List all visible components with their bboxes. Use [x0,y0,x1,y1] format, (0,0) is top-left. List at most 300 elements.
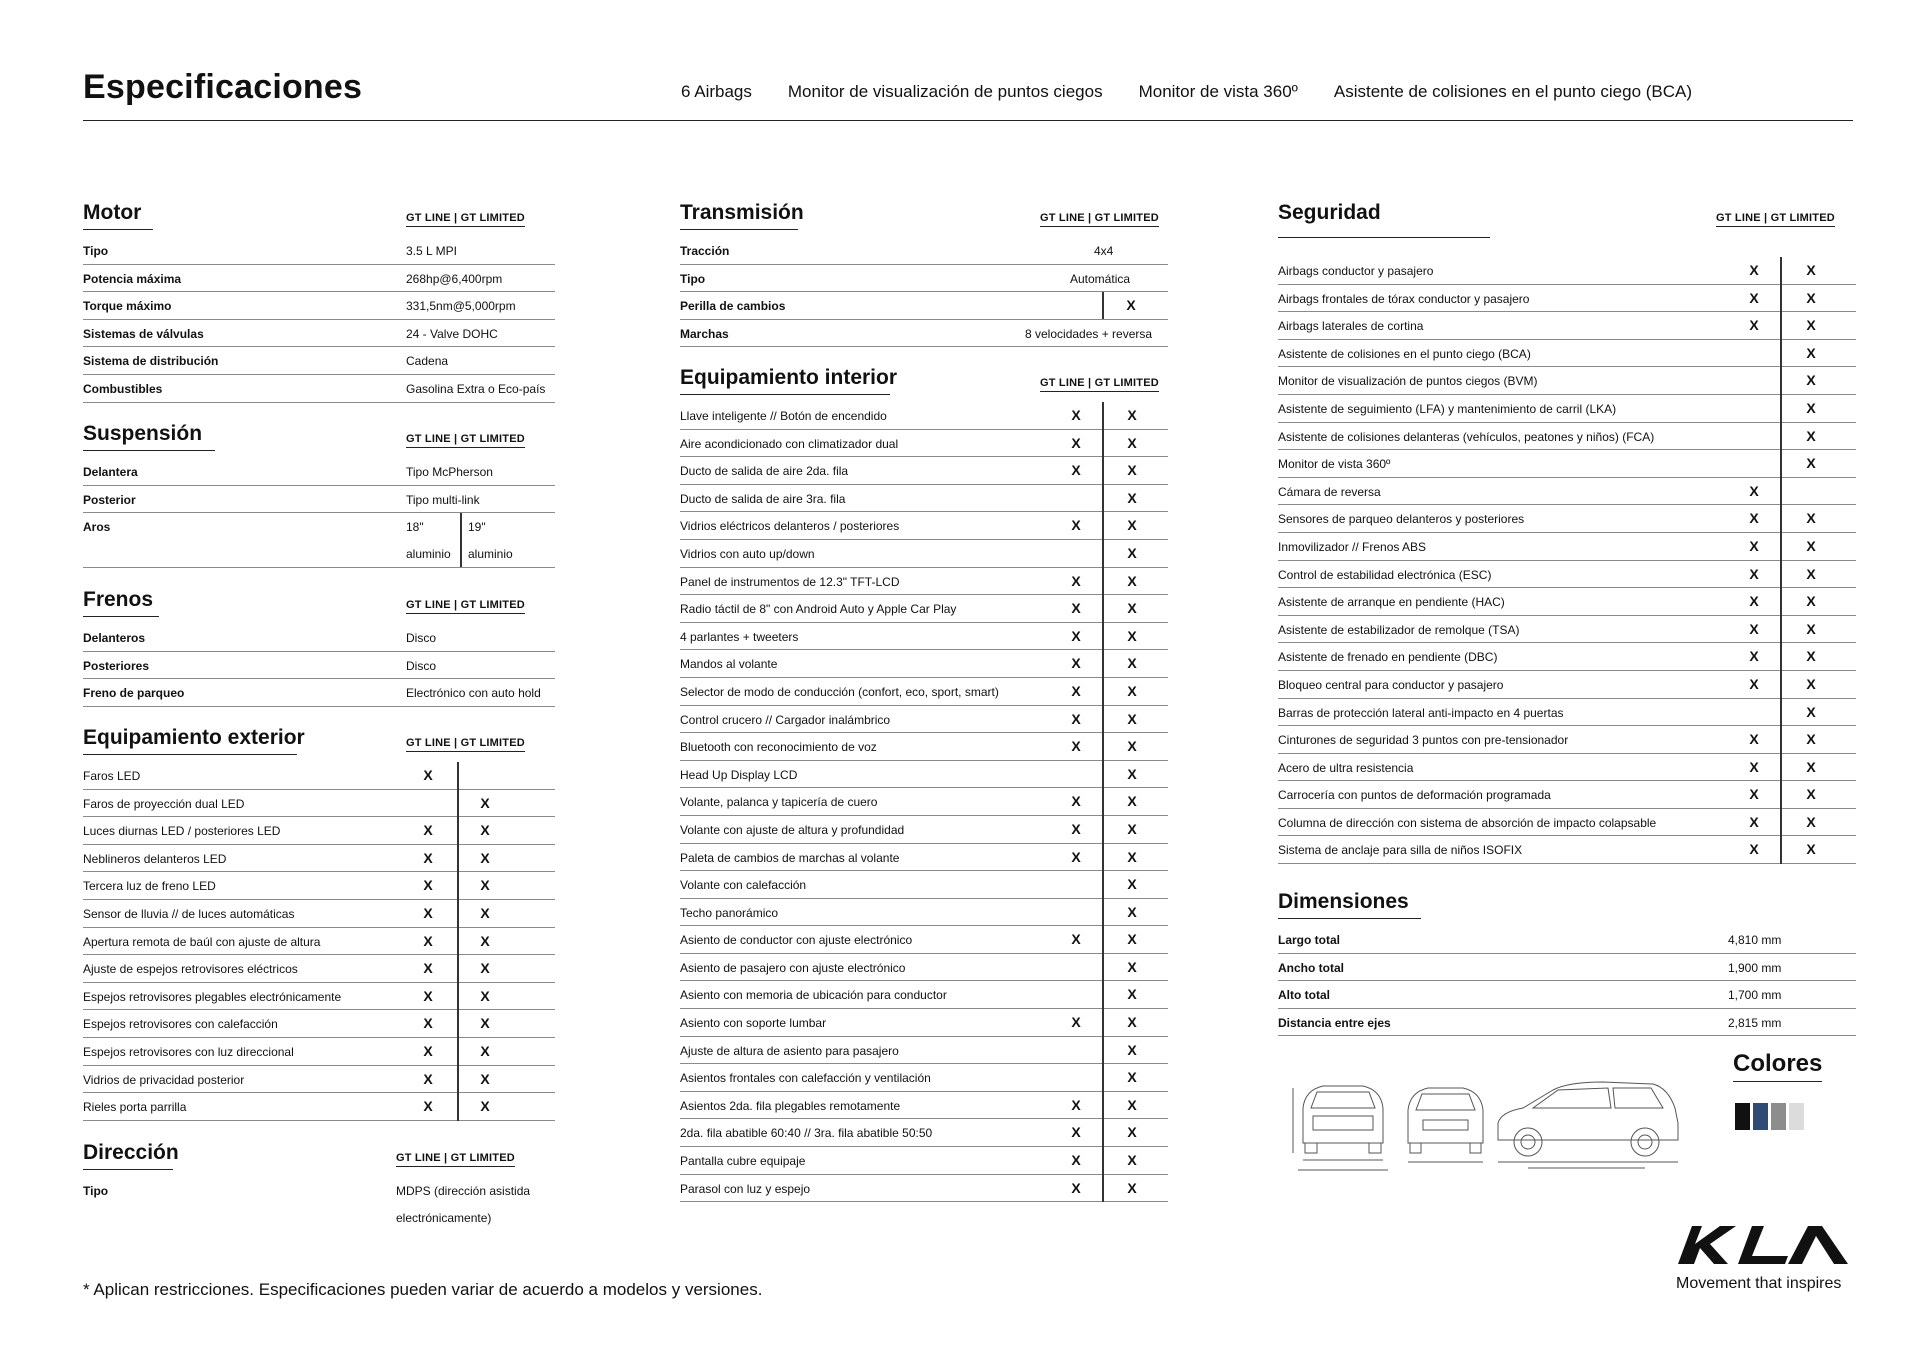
row-value: 24 - Valve DOHC [406,326,498,341]
table-row [83,624,555,652]
table-row [83,486,555,514]
check-mark-gt-line: X [1749,482,1759,499]
check-mark-gt-limited: X [1127,407,1137,423]
dimensiones-section [1278,890,1856,1036]
table-row [1278,533,1856,561]
check-mark-gt-line: X [1071,655,1081,672]
check-mark-gt-line: X [1071,1096,1081,1113]
table-row [83,1066,555,1094]
check-mark-gt-limited: X [480,932,490,949]
table-row [1278,726,1856,754]
check-mark-gt-limited: X [1806,731,1816,748]
table-row [83,817,555,845]
check-mark-gt-limited: X [1127,1014,1137,1031]
row-label: Vidrios de privacidad posterior [83,1072,245,1087]
table-row [680,733,1168,761]
table-row [83,955,555,983]
footnote: * Aplican restricciones. Especificaciones pueden variar de acuerdo a modelos y versiones. [83,1280,763,1299]
row-label: Rieles porta parrilla [83,1100,187,1115]
check-mark-gt-line: X [1071,572,1081,589]
aros-gt-line: 18" [406,520,424,535]
table-row [680,512,1168,540]
page-title: Especificaciones [83,68,363,106]
check-mark-gt-limited: X [1806,620,1816,637]
row-label: Barras de protección lateral anti-impacto en 4 puertas [1278,705,1564,720]
row-label: Asiento de pasajero con ajuste electrónico [680,960,906,975]
row-label: Techo panorámico [680,905,779,920]
check-mark-gt-limited: X [480,849,490,866]
check-mark-gt-limited: X [1127,572,1137,589]
row-label: Parasol con luz y espejo [680,1181,811,1196]
suspension-rows [83,458,555,513]
table-row [680,788,1168,816]
color-swatch[interactable] [1789,1103,1804,1130]
check-mark-gt-limited: X [1127,876,1137,893]
row-value: 331,5nm@5,000rpm [406,299,516,314]
table-row [1278,954,1856,982]
row-label: Carrocería con puntos de deformación programada [1278,788,1551,803]
row-label: Airbags conductor y pasajero [1278,264,1434,278]
table-row [680,954,1168,982]
row-value: 2,815 mm [1728,1015,1782,1030]
check-mark-gt-limited: X [1806,317,1816,334]
section-title: Equipamiento interior [680,366,890,395]
row-label: Sistemas de válvulas [83,326,204,341]
row-label: Bluetooth con reconocimiento de voz [680,740,877,755]
highlight-item: Asistente de colisiones en el punto ciego (BCA) [1333,82,1693,101]
row-label: Volante con ajuste de altura y profundidad [680,822,905,837]
row-label: Asiento con memoria de ubicación para conductor [680,988,947,1003]
check-mark-gt-limited: X [1127,1152,1137,1169]
check-mark-gt-limited: X [1127,986,1137,1003]
row-label: Alto total [1278,988,1330,1003]
table-row [680,292,1168,320]
check-mark-gt-limited: X [1806,703,1816,720]
row-label: Espejos retrovisores con calefacción [83,1017,278,1032]
check-mark-gt-limited: X [1127,931,1137,948]
front-view-drawing [1293,1086,1388,1170]
check-mark-gt-limited: X [1127,462,1137,479]
row-label: Radio táctil de 8" con Android Auto y Apple Car Play [680,602,957,617]
row-label: Selector de modo de conducción (confort, eco, sport, smart) [680,684,999,699]
row-value: 4x4 [1094,244,1114,258]
table-row [680,1147,1168,1175]
table-row [83,983,555,1011]
row-label: Posteriores [83,658,150,673]
row-label: Aire acondicionado con climatizador dual [680,436,899,451]
table-row [1278,754,1856,782]
table-row [680,265,1168,293]
row-value: Tipo multi-link [406,492,480,507]
check-mark-gt-limited: X [1806,455,1816,472]
check-mark-gt-limited: X [1127,434,1137,451]
check-mark-gt-limited: X [480,877,490,894]
table-row [680,844,1168,872]
check-mark-gt-limited: X [1806,786,1816,803]
check-mark-gt-line: X [423,1070,433,1087]
row-label: Monitor de visualización de puntos ciegos (BVM) [1278,374,1538,389]
row-label: Luces diurnas LED / posteriores LED [83,824,281,839]
table-row [680,871,1168,899]
section-title: Seguridad [1278,201,1490,238]
check-mark-gt-line: X [1071,738,1081,755]
check-mark-gt-line: X [1071,407,1081,423]
check-mark-gt-line: X [1071,793,1081,810]
row-value: 4,810 mm [1728,933,1782,947]
check-mark-gt-limited: X [1806,648,1816,665]
check-mark-gt-limited: X [1806,510,1816,527]
section-title: Transmisión [680,201,798,230]
row-label: 2da. fila abatible 60:40 // 3ra. fila abatible 50:50 [680,1126,933,1141]
row-label: Posterior [83,492,136,507]
aros-gt-limited-material: aluminio [468,547,513,562]
table-row [680,485,1168,513]
seguridad-rows [1278,257,1856,864]
row-value: Tipo McPherson [406,465,493,479]
row-label: Columna de dirección con sistema de absorción de impacto colapsable [1278,815,1657,830]
color-swatch[interactable] [1753,1103,1768,1130]
check-mark-gt-limited: X [1806,262,1816,278]
row-value: 3.5 L MPI [406,244,457,258]
check-mark-gt-limited: X [1127,655,1137,672]
table-row [1278,561,1856,589]
check-mark-gt-limited: X [1127,517,1137,534]
row-label: Inmovilizador // Frenos ABS [1278,539,1427,554]
table-row [83,347,555,375]
check-mark-gt-limited: X [1127,710,1137,727]
version-header: GT LINE | GT LIMITED [1040,212,1159,227]
row-label: Tipo [83,244,109,258]
check-mark-gt-line: X [423,1015,433,1032]
row-label: Perilla de cambios [680,299,786,314]
check-mark-gt-line: X [1071,682,1081,699]
table-row [680,761,1168,789]
check-mark-gt-line: X [1749,565,1759,582]
table-row [83,375,555,403]
kia-logo-icon [1676,1222,1851,1266]
table-row [680,678,1168,706]
row-label: Asistente de colisiones en el punto ciego (BCA) [1278,346,1531,361]
check-mark-gt-line: X [1071,1014,1081,1031]
row-label: Freno de parqueo [83,686,185,701]
row-label: Cinturones de seguridad 3 puntos con pre-tensionador [1278,733,1569,748]
row-label: Bloqueo central para conductor y pasajero [1278,677,1504,692]
row-label: Faros LED [83,769,141,783]
table-row [680,1064,1168,1092]
row-value: Gasolina Extra o Eco-país [406,381,546,396]
row-label: Tipo [680,271,706,286]
check-mark-gt-limited: X [1127,600,1137,617]
row-label: Asiento de conductor con ajuste electrónico [680,933,913,948]
seguridad-section [1278,201,1856,864]
row-label: Airbags laterales de cortina [1278,319,1424,334]
table-row [680,1175,1168,1203]
version-header: GT LINE | GT LIMITED [406,212,525,227]
row-label: 4 parlantes + tweeters [680,629,799,644]
row-label: Espejos retrovisores plegables electrónicamente [83,989,342,1004]
row-label: Panel de instrumentos de 12.3" TFT-LCD [680,574,900,589]
table-row [680,623,1168,651]
check-mark-gt-line: X [1071,517,1081,534]
section-title: Dimensiones [1278,890,1421,919]
check-mark-gt-limited: X [1806,399,1816,416]
version-header: GT LINE | GT LIMITED [1716,212,1835,227]
table-row [1278,505,1856,533]
row-label: Espejos retrovisores con luz direccional [83,1044,294,1059]
row-label: Aros [83,520,111,535]
dimensiones-rows [1278,926,1856,1036]
color-swatches [1735,1103,1804,1130]
table-row [680,320,1168,348]
check-mark-gt-limited: X [1806,841,1816,858]
interior-rows [680,402,1168,1202]
check-mark-gt-limited: X [1806,593,1816,610]
check-mark-gt-limited: X [480,794,490,811]
version-header: GT LINE | GT LIMITED [406,737,525,752]
highlight-item: 6 Airbags [681,82,752,101]
rear-view-drawing [1408,1088,1483,1162]
check-mark-gt-line: X [1071,600,1081,617]
check-mark-gt-line: X [1071,931,1081,948]
table-row [1278,671,1856,699]
check-mark-gt-limited: X [480,1015,490,1032]
table-row [680,650,1168,678]
check-mark-gt-limited: X [1127,1179,1137,1196]
check-mark-gt-line: X [1749,648,1759,665]
frenos-rows [83,624,555,707]
row-label: Asistente de estabilizador de remolque (TSA) [1278,622,1520,637]
row-label: Volante con calefacción [680,878,807,893]
check-mark-gt-limited: X [1127,1096,1137,1113]
check-mark-gt-line: X [1749,731,1759,748]
check-mark-gt-line: X [1749,537,1759,554]
check-mark-gt-line: X [1749,620,1759,637]
check-mark-gt-limited: X [480,1098,490,1115]
check-mark-gt-line: X [1071,1124,1081,1141]
check-mark-gt-limited: X [1806,289,1816,306]
motor-rows [83,237,555,403]
check-mark-gt-line: X [1749,262,1759,278]
row-label: Cámara de reversa [1278,484,1381,499]
table-row [680,1092,1168,1120]
section-title: Suspensión [83,422,215,451]
row-label: Distancia entre ejes [1278,1015,1391,1030]
check-mark-gt-line: X [423,987,433,1004]
row-value: Disco [406,658,437,673]
row-label: Tercera luz de freno LED [83,879,216,894]
check-mark-gt-line: X [1071,434,1081,451]
motor-section [83,201,555,403]
color-swatch[interactable] [1735,1103,1750,1130]
check-mark-gt-line: X [1749,593,1759,610]
table-row [680,568,1168,596]
row-value: 1,900 mm [1728,960,1782,975]
table-row [1278,340,1856,368]
row-label: Ducto de salida de aire 3ra. fila [680,491,846,506]
version-header: GT LINE | GT LIMITED [406,433,525,448]
check-mark-gt-limited: X [1127,820,1137,837]
check-mark-gt-line: X [1749,317,1759,334]
highlights-bar [681,82,1692,102]
row-value: electrónicamente) [396,1211,492,1225]
table-row [83,292,555,320]
row-label: Apertura remota de baúl con ajuste de altura [83,934,321,949]
table-row [1278,588,1856,616]
highlight-item: Monitor de visualización de puntos ciegos [787,82,1103,101]
check-mark-gt-line: X [1749,758,1759,775]
row-label: Vidrios eléctricos delanteros / posteriores [680,519,900,534]
row-label: Volante, palanca y tapicería de cuero [680,795,878,810]
check-mark-gt-line: X [1071,710,1081,727]
row-label: Marchas [680,326,729,341]
table-row [680,981,1168,1009]
table-row [680,1119,1168,1147]
table-row [680,237,1168,265]
side-view-drawing [1498,1082,1678,1168]
row-label: Ajuste de altura de asiento para pasajero [680,1043,899,1058]
row-value: MDPS (dirección asistida [396,1184,531,1198]
table-row [1278,450,1856,478]
check-mark-gt-line: X [423,932,433,949]
check-mark-gt-line: X [1749,841,1759,858]
row-label: Ancho total [1278,960,1344,975]
row-value: 8 velocidades + reversa [1025,326,1153,341]
table-row [1278,836,1856,864]
table-row [83,652,555,680]
row-label: Asistente de arranque en pendiente (HAC) [1278,595,1505,610]
row-label: Asiento con soporte lumbar [680,1016,827,1031]
table-row [83,237,555,265]
brand-tagline: Movement that inspires [1676,1275,1842,1292]
check-mark-gt-limited: X [1127,489,1137,506]
check-mark-gt-limited: X [480,822,490,839]
table-row [83,872,555,900]
row-label: Delanteros [83,631,146,645]
row-label: Ajuste de espejos retrovisores eléctricos [83,962,298,977]
aros-gt-line-material: aluminio [406,547,451,562]
section-title: Frenos [83,588,159,617]
page-header [83,66,1853,121]
exterior-rows [83,762,555,1121]
row-value: Electrónico con auto hold [406,686,541,701]
check-mark-gt-line: X [1071,820,1081,837]
check-mark-gt-limited: X [480,904,490,921]
table-row [1278,1009,1856,1037]
row-value: Automática [1070,271,1131,286]
table-row [83,513,555,568]
table-row [83,928,555,956]
table-row [1278,395,1856,423]
direccion-section [83,1141,555,1237]
version-header: GT LINE | GT LIMITED [1040,377,1159,392]
row-label: Sensor de lluvia // de luces automáticas [83,906,295,921]
check-mark-gt-line: X [423,877,433,894]
table-row [83,762,555,790]
table-row [680,540,1168,568]
table-row [680,706,1168,734]
check-mark-gt-limited: X [1127,958,1137,975]
table-row [83,1093,555,1121]
check-mark-gt-limited: X [480,1070,490,1087]
table-row [83,1010,555,1038]
check-mark-gt-limited: X [1127,903,1137,920]
table-row [1278,699,1856,727]
table-row [83,679,555,707]
row-label: Asistente de frenado en pendiente (DBC) [1278,650,1498,665]
version-header: GT LINE | GT LIMITED [396,1152,515,1167]
row-label: Pantalla cubre equipaje [680,1154,806,1169]
table-row [1278,926,1856,954]
check-mark-gt-limited: X [480,960,490,977]
section-title: Dirección [83,1141,173,1170]
check-mark-gt-limited: X [1127,1069,1137,1086]
vehicle-dimensions-drawing [1283,1068,1703,1178]
table-row [680,1009,1168,1037]
row-label: Sistema de distribución [83,354,219,369]
check-mark-gt-limited: X [1127,738,1137,755]
section-title: Equipamiento exterior [83,726,297,755]
check-mark-gt-line: X [1071,1179,1081,1196]
table-row [83,845,555,873]
check-mark-gt-limited: X [1127,682,1137,699]
row-label: Asientos frontales con calefacción y ventilación [680,1071,931,1086]
check-mark-gt-line: X [423,1098,433,1115]
exterior-section [83,726,555,1121]
table-row [83,320,555,348]
row-label: Control crucero // Cargador inalámbrico [680,712,891,727]
transmision-section [680,201,1168,347]
row-label: Sensores de parqueo delanteros y posteriores [1278,512,1525,527]
table-row [1278,643,1856,671]
row-label: Vidrios con auto up/down [680,546,815,561]
check-mark-gt-line: X [1071,1152,1081,1169]
frenos-section [83,588,555,707]
row-label: Combustibles [83,381,163,396]
aros-gt-limited: 19" [468,520,486,535]
color-swatch[interactable] [1771,1103,1786,1130]
row-label: Asientos 2da. fila plegables remotamente [680,1098,901,1113]
check-mark-gt-limited: X [1806,344,1816,361]
row-label: Asistente de seguimiento (LFA) y mantenimiento de carril (LKA) [1278,401,1617,416]
check-mark-gt-limited: X [1806,537,1816,554]
check-mark-gt-line: X [423,904,433,921]
table-row [680,595,1168,623]
check-mark-gt-limited: X [1806,372,1816,389]
table-row [1278,367,1856,395]
row-label: Torque máximo [83,299,172,314]
row-label: Airbags frontales de tórax conductor y pasajero [1278,291,1530,306]
row-label: Faros de proyección dual LED [83,796,245,811]
section-title: Motor [83,201,153,230]
check-mark-gt-line: X [423,849,433,866]
row-label: Paleta de cambios de marchas al volante [680,850,900,865]
check-mark-gt-line: X [423,767,433,783]
table-row [1278,809,1856,837]
table-row [1278,478,1856,506]
row-label: Control de estabilidad electrónica (ESC) [1278,567,1492,582]
table-row [680,430,1168,458]
table-row [680,926,1168,954]
check-mark-gt-limited: X [1806,565,1816,582]
check-mark-gt-limited: X [1127,627,1137,644]
row-value: Disco [406,631,437,645]
row-label: Head Up Display LCD [680,767,798,782]
row-value: 1,700 mm [1728,988,1782,1003]
table-row [83,458,555,486]
table-row [1278,981,1856,1009]
check-mark-gt-line: X [423,960,433,977]
table-row [680,402,1168,430]
